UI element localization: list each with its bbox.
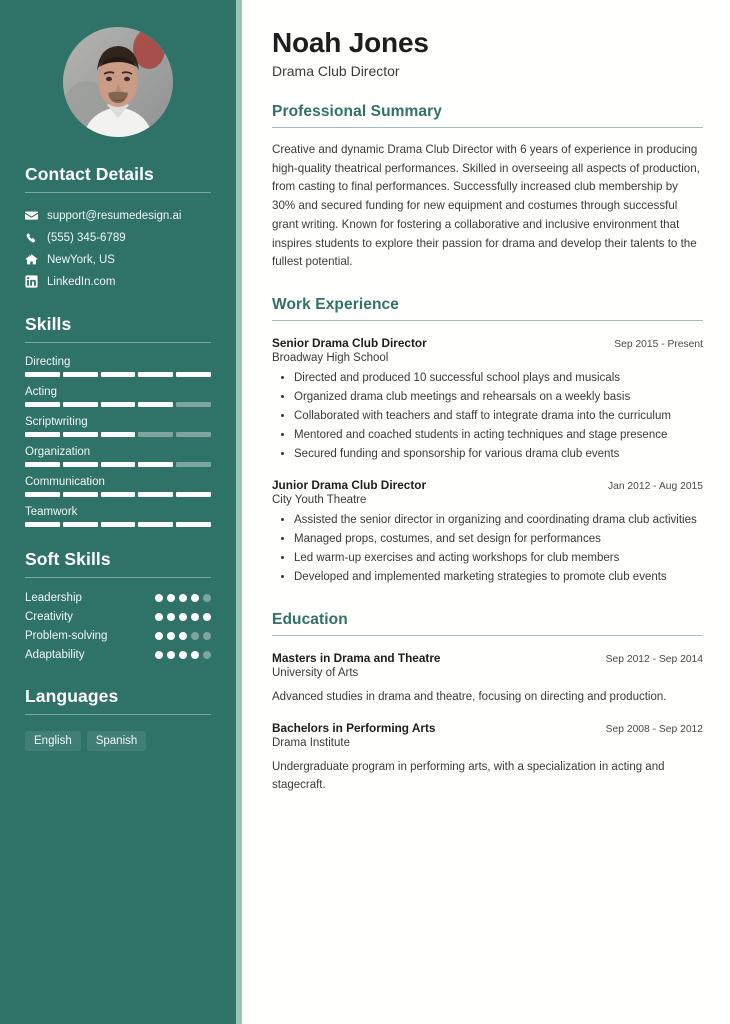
soft-skill-rating <box>155 594 211 602</box>
skill-bar-segment <box>63 492 98 497</box>
skill-bar-segment <box>176 402 211 407</box>
skill-bar-segment <box>101 432 136 437</box>
contact-email-text: support@resumedesign.ai <box>47 209 182 222</box>
rating-dot <box>167 613 175 621</box>
skills-heading: Skills <box>25 314 72 334</box>
work-entry-title: Senior Drama Club Director <box>272 336 427 351</box>
skill-bar-segment <box>101 372 136 377</box>
work-entry-date: Sep 2015 - Present <box>614 339 703 351</box>
avatar <box>63 27 173 137</box>
skill-bar-segment <box>176 492 211 497</box>
education-entry-institution: University of Arts <box>272 666 359 679</box>
skill-bar-segment <box>25 432 60 437</box>
education-entry-list <box>272 651 703 795</box>
skill-bar-segment <box>101 522 136 527</box>
skill-level-bar <box>25 372 211 377</box>
rating-dot <box>179 613 187 621</box>
skill-bar-segment <box>63 372 98 377</box>
skill-bar-segment <box>138 462 173 467</box>
contact-item-linkedin[interactable] <box>25 275 211 288</box>
skill-bar-segment <box>138 372 173 377</box>
skill-item <box>25 386 211 407</box>
soft-skills-heading: Soft Skills <box>25 549 111 569</box>
skill-label: Scriptwriting <box>25 416 88 428</box>
skill-bar-segment <box>25 492 60 497</box>
rating-dot <box>179 632 187 640</box>
list-item: • Assisted the senior director in organizing and coordinating drama club activities <box>294 512 703 530</box>
work-entry-bullets <box>272 512 703 586</box>
skill-bar-segment <box>138 432 173 437</box>
skill-bar-segment <box>138 402 173 407</box>
list-item: • Collaborated with teachers and staff to integrate drama into the curriculum <box>294 408 703 426</box>
education-entry-header <box>272 721 703 735</box>
home-icon <box>25 253 43 266</box>
skill-bar-segment <box>25 462 60 467</box>
rating-dot <box>155 613 163 621</box>
list-item: • Led warm-up exercises and acting workshops for club members <box>294 550 703 568</box>
professional-summary-rule <box>272 127 703 128</box>
language-tag-list <box>25 731 211 751</box>
education-entry-title: Bachelors in Performing Arts <box>272 720 436 735</box>
contact-phone-text: (555) 345-6789 <box>47 231 126 244</box>
skill-bar-segment <box>176 372 211 377</box>
education-entry-date: Sep 2012 - Sep 2014 <box>605 653 703 665</box>
professional-summary-text: Creative and dynamic Drama Club Director with 6 years of experience in producing high-quality theatrical performances. Skilled in overseeing all aspects of production, from casting to final performances. Successfully increased club membership by 30% and secured funding for new equipment and costumes through successful grant writing. Known for fostering a collaborative and inclusive environment that inspires students to explore their passion for drama and develop their talents to the fullest potential. <box>272 142 700 269</box>
page-title: Noah Jones <box>272 27 429 58</box>
skill-bar-segment <box>101 402 136 407</box>
language-tag: Spanish <box>87 731 147 751</box>
work-entry-list <box>272 336 703 586</box>
professional-summary-heading: Professional Summary <box>272 102 442 120</box>
skill-bar-segment <box>25 372 60 377</box>
skills-section <box>0 314 236 527</box>
contact-section <box>0 164 236 288</box>
rating-dot <box>179 594 187 602</box>
main-content <box>242 0 730 1024</box>
rating-dot <box>155 594 163 602</box>
rating-dot <box>203 594 211 602</box>
skill-bar-segment <box>101 492 136 497</box>
skill-item <box>25 356 211 377</box>
contact-heading: Contact Details <box>25 164 154 184</box>
education-entry <box>272 721 703 795</box>
skill-bar-segment <box>101 462 136 467</box>
soft-skills-section <box>0 549 236 661</box>
skill-label: Organization <box>25 446 91 458</box>
languages-heading-rule <box>25 714 211 715</box>
soft-skills-heading-rule <box>25 577 211 578</box>
soft-skill-rating <box>155 632 211 640</box>
rating-dot <box>167 651 175 659</box>
phone-icon <box>25 231 43 244</box>
skill-bar-segment <box>176 432 211 437</box>
education-entry-title: Masters in Drama and Theatre <box>272 650 441 665</box>
skill-bar-segment <box>25 402 60 407</box>
skill-bar-segment <box>176 462 211 467</box>
work-entry-bullets <box>272 370 703 463</box>
contact-item-email[interactable] <box>25 209 211 222</box>
profile-photo-icon <box>63 27 173 137</box>
soft-skill-item <box>25 611 211 623</box>
work-experience-heading: Work Experience <box>272 296 399 314</box>
contact-item-phone[interactable] <box>25 231 211 244</box>
skill-item <box>25 446 211 467</box>
education-entry <box>272 651 703 706</box>
skill-level-bar <box>25 432 211 437</box>
work-entry <box>272 336 703 463</box>
contact-list <box>25 209 211 288</box>
rating-dot <box>155 632 163 640</box>
list-item: • Secured funding and sponsorship for various drama club events <box>294 446 703 464</box>
soft-skill-label: Problem-solving <box>25 630 108 642</box>
list-item: • Organized drama club meetings and rehearsals on a weekly basis <box>294 389 703 407</box>
work-entry <box>272 478 703 586</box>
skill-label: Acting <box>25 386 57 398</box>
languages-section <box>0 686 236 751</box>
skill-level-bar <box>25 402 211 407</box>
professional-summary-section <box>272 103 703 272</box>
linkedin-icon <box>25 275 43 288</box>
contact-location-text: NewYork, US <box>47 253 115 266</box>
rating-dot <box>203 651 211 659</box>
soft-skill-item <box>25 592 211 604</box>
skill-level-bar <box>25 462 211 467</box>
skills-heading-rule <box>25 342 211 343</box>
skill-bar-segment <box>176 522 211 527</box>
work-entry-organization: Broadway High School <box>272 352 389 365</box>
list-item: • Developed and implemented marketing strategies to promote club events <box>294 569 703 587</box>
education-entry-institution: Drama Institute <box>272 736 350 749</box>
rating-dot <box>155 651 163 659</box>
skill-list <box>25 356 211 527</box>
soft-skill-label: Adaptability <box>25 649 85 661</box>
education-entry-date: Sep 2008 - Sep 2012 <box>605 723 703 735</box>
skill-level-bar <box>25 522 211 527</box>
language-tag: English <box>25 731 81 751</box>
list-item: • Managed props, costumes, and set design for performances <box>294 531 703 549</box>
rating-dot <box>191 594 199 602</box>
work-entry-header <box>272 336 703 350</box>
skill-bar-segment <box>63 432 98 437</box>
soft-skill-item <box>25 630 211 642</box>
list-item: • Directed and produced 10 successful school plays and musicals <box>294 370 703 388</box>
soft-skill-rating <box>155 613 211 621</box>
rating-dot <box>179 651 187 659</box>
education-rule <box>272 635 703 636</box>
education-entry-description: Undergraduate program in performing arts, with a specialization in acting and stagecraft. <box>272 760 665 792</box>
skill-bar-segment <box>25 522 60 527</box>
work-entry-title: Junior Drama Club Director <box>272 478 427 493</box>
skill-item <box>25 416 211 437</box>
work-entry-date: Jan 2012 - Aug 2015 <box>607 481 703 493</box>
rating-dot <box>191 632 199 640</box>
rating-dot <box>167 632 175 640</box>
work-experience-section <box>272 296 703 586</box>
skill-item <box>25 476 211 497</box>
rating-dot <box>203 613 211 621</box>
contact-heading-rule <box>25 192 211 193</box>
soft-skill-rating <box>155 651 211 659</box>
languages-heading: Languages <box>25 686 119 706</box>
skill-level-bar <box>25 492 211 497</box>
rating-dot <box>167 594 175 602</box>
work-entry-header <box>272 478 703 492</box>
job-title: Drama Club Director <box>272 62 400 79</box>
soft-skill-label: Creativity <box>25 611 73 623</box>
skill-bar-segment <box>63 522 98 527</box>
envelope-icon <box>25 209 43 222</box>
skill-bar-segment <box>138 522 173 527</box>
soft-skill-list <box>25 592 211 661</box>
soft-skill-label: Leadership <box>25 592 82 604</box>
contact-linkedin-text: LinkedIn.com <box>47 275 116 288</box>
skill-label: Teamwork <box>25 506 78 518</box>
list-item: • Mentored and coached students in acting techniques and stage presence <box>294 427 703 445</box>
skill-bar-segment <box>63 402 98 407</box>
education-entry-description: Advanced studies in drama and theatre, focusing on directing and production. <box>272 690 667 703</box>
rating-dot <box>191 613 199 621</box>
education-heading: Education <box>272 610 348 628</box>
skill-label: Communication <box>25 476 105 488</box>
work-entry-organization: City Youth Theatre <box>272 494 367 507</box>
skill-bar-segment <box>63 462 98 467</box>
skill-bar-segment <box>138 492 173 497</box>
skill-item <box>25 506 211 527</box>
sidebar <box>0 0 236 1024</box>
avatar-container <box>0 0 236 137</box>
work-experience-rule <box>272 320 703 321</box>
education-section <box>272 611 703 795</box>
education-entry-header <box>272 651 703 665</box>
skill-label: Directing <box>25 356 71 368</box>
contact-item-location[interactable] <box>25 253 211 266</box>
soft-skill-item <box>25 649 211 661</box>
rating-dot <box>191 651 199 659</box>
rating-dot <box>203 632 211 640</box>
